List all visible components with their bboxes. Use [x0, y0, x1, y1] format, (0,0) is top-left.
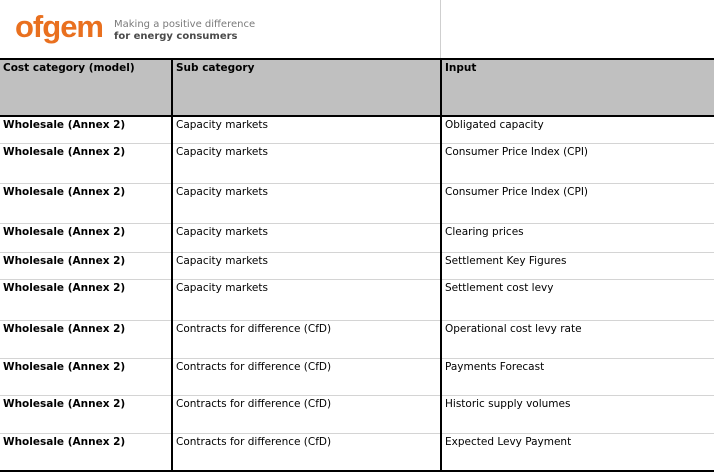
cell-sub-category[interactable]: Capacity markets — [172, 223, 441, 252]
table-row — [0, 320, 714, 358]
cell-cost-category[interactable]: Wholesale (Annex 2) — [0, 320, 172, 358]
logo-wordmark: ofgem — [15, 9, 103, 44]
cell-sub-category[interactable]: Capacity markets — [172, 252, 441, 279]
table-row — [0, 358, 714, 395]
cell-sub-category[interactable]: Capacity markets — [172, 143, 441, 183]
cell-input[interactable]: Payments Forecast — [441, 358, 714, 395]
tagline-line-2: for energy consumers — [114, 31, 238, 42]
cell-cost-category[interactable]: Wholesale (Annex 2) — [0, 433, 172, 471]
cell-cost-category[interactable]: Wholesale (Annex 2) — [0, 252, 172, 279]
cell-cost-category[interactable]: Wholesale (Annex 2) — [0, 358, 172, 395]
header-input[interactable]: Input — [441, 59, 714, 116]
cell-sub-category[interactable]: Capacity markets — [172, 183, 441, 223]
table-header-row — [0, 59, 714, 116]
table-row — [0, 433, 714, 471]
table-row — [0, 252, 714, 279]
cell-sub-category[interactable]: Capacity markets — [172, 279, 441, 320]
cell-sub-category[interactable]: Contracts for difference (CfD) — [172, 433, 441, 471]
table-row — [0, 183, 714, 223]
cell-input[interactable]: Settlement Key Figures — [441, 252, 714, 279]
table-row — [0, 223, 714, 252]
table-row — [0, 395, 714, 433]
header-cost-category[interactable]: Cost category (model) — [0, 59, 172, 116]
cell-input[interactable]: Operational cost levy rate — [441, 320, 714, 358]
cell-input[interactable]: Settlement cost levy — [441, 279, 714, 320]
table-row — [0, 143, 714, 183]
cell-cost-category[interactable]: Wholesale (Annex 2) — [0, 183, 172, 223]
cell-input[interactable]: Clearing prices — [441, 223, 714, 252]
ofgem-logo — [0, 0, 440, 58]
cell-sub-category[interactable]: Capacity markets — [172, 116, 441, 143]
table-row — [0, 116, 714, 143]
cell-input[interactable]: Obligated capacity — [441, 116, 714, 143]
cell-sub-category[interactable]: Contracts for difference (CfD) — [172, 320, 441, 358]
cell-cost-category[interactable]: Wholesale (Annex 2) — [0, 279, 172, 320]
cell-cost-category[interactable]: Wholesale (Annex 2) — [0, 116, 172, 143]
table-row — [0, 279, 714, 320]
cell-input[interactable]: Consumer Price Index (CPI) — [441, 143, 714, 183]
header-sub-category[interactable]: Sub category — [172, 59, 441, 116]
cell-cost-category[interactable]: Wholesale (Annex 2) — [0, 223, 172, 252]
inputs-table — [0, 58, 714, 472]
logo-tagline — [114, 19, 255, 43]
empty-header-cell[interactable] — [440, 0, 714, 58]
cell-sub-category[interactable]: Contracts for difference (CfD) — [172, 395, 441, 433]
cell-cost-category[interactable]: Wholesale (Annex 2) — [0, 143, 172, 183]
cell-cost-category[interactable]: Wholesale (Annex 2) — [0, 395, 172, 433]
cell-input[interactable]: Historic supply volumes — [441, 395, 714, 433]
cell-input[interactable]: Expected Levy Payment — [441, 433, 714, 471]
cell-input[interactable]: Consumer Price Index (CPI) — [441, 183, 714, 223]
cell-sub-category[interactable]: Contracts for difference (CfD) — [172, 358, 441, 395]
tagline-line-1: Making a positive difference — [114, 19, 256, 30]
